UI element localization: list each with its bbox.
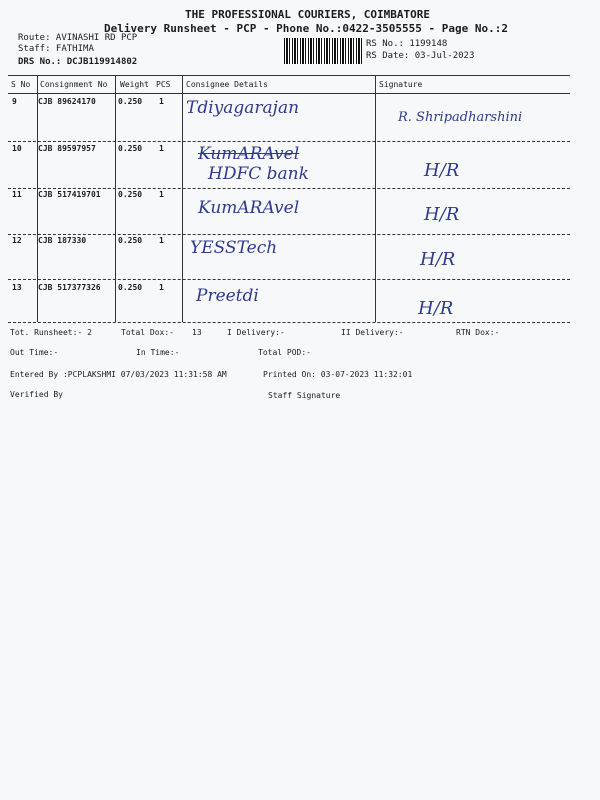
row-consignee-secondary: HDFC bank bbox=[208, 164, 309, 184]
row-weight: 0.250 bbox=[118, 236, 143, 245]
row-consignment: CJB 187330 bbox=[38, 236, 87, 245]
row-consignment: CJB 517377326 bbox=[38, 283, 101, 292]
column-header: Signature bbox=[379, 80, 423, 89]
row-consignment: CJB 89624170 bbox=[38, 97, 96, 106]
row-divider bbox=[8, 188, 570, 189]
table-top-border bbox=[8, 75, 570, 76]
route-label: Route: AVINASHI RD PCP bbox=[18, 33, 138, 43]
row-weight: 0.250 bbox=[118, 190, 143, 199]
total-dox-value: 13 bbox=[192, 328, 202, 337]
staff-signature: Staff Signature bbox=[268, 391, 341, 400]
row-pcs: 1 bbox=[159, 190, 164, 199]
company-name: THE PROFESSIONAL COURIERS, COIMBATORE bbox=[185, 8, 431, 21]
out-time: Out Time:- bbox=[10, 348, 59, 357]
row-weight: 0.250 bbox=[118, 97, 143, 106]
row-divider bbox=[8, 141, 570, 142]
row-signature: H/R bbox=[420, 249, 456, 270]
table-header-border bbox=[8, 93, 570, 94]
row-consignee: Tdiyagarajan bbox=[186, 98, 300, 118]
column-header: PCS bbox=[156, 80, 171, 89]
row-divider bbox=[8, 279, 570, 280]
total-runsheet: Tot. Runsheet:- 2 bbox=[10, 328, 92, 337]
column-header: S No bbox=[11, 80, 31, 89]
barcode bbox=[284, 38, 362, 64]
row-pcs: 1 bbox=[159, 144, 164, 153]
column-header: Consignment No bbox=[40, 80, 108, 89]
in-time: In Time:- bbox=[136, 348, 180, 357]
row-sno: 12 bbox=[12, 236, 22, 245]
total-pod: Total POD:- bbox=[258, 348, 311, 357]
row-consignee: YESSTech bbox=[190, 238, 278, 258]
rs-number: RS No.: 1199148 bbox=[366, 39, 448, 49]
total-dox-label: Total Dox:- bbox=[121, 328, 174, 337]
col-divider bbox=[115, 75, 116, 322]
col-divider bbox=[182, 75, 183, 322]
row-consignee: Preetdi bbox=[196, 286, 259, 306]
row-signature: R. Shripadharshini bbox=[398, 110, 523, 125]
rs-date: RS Date: 03-Jul-2023 bbox=[366, 51, 475, 61]
table-bottom-border bbox=[8, 322, 570, 323]
rtn-dox: RTN Dox:- bbox=[456, 328, 500, 337]
row-consignee: KumARAvel bbox=[198, 144, 300, 164]
row-consignee: KumARAvel bbox=[198, 198, 300, 218]
row-consignment: CJB 89597957 bbox=[38, 144, 96, 153]
ii-delivery: II Delivery:- bbox=[341, 328, 404, 337]
entered-by: Entered By :PCPLAKSHMI 07/03/2023 11:31:58 AM bbox=[10, 370, 227, 379]
column-header: Weight bbox=[120, 80, 149, 89]
row-pcs: 1 bbox=[159, 97, 164, 106]
drs-number: DRS No.: DCJB119914802 bbox=[18, 57, 138, 67]
col-divider bbox=[375, 75, 376, 322]
row-sno: 11 bbox=[12, 190, 22, 199]
runsheet-title: Delivery Runsheet - PCP - Phone No.:0422-3505555 - Page No.:2 bbox=[104, 22, 508, 35]
row-weight: 0.250 bbox=[118, 283, 143, 292]
row-pcs: 1 bbox=[159, 236, 164, 245]
row-sno: 10 bbox=[12, 144, 22, 153]
row-pcs: 1 bbox=[159, 283, 164, 292]
verified-by: Verified By bbox=[10, 390, 63, 399]
row-signature: H/R bbox=[418, 298, 454, 319]
staff-label: Staff: FATHIMA bbox=[18, 44, 94, 54]
row-signature: H/R bbox=[424, 160, 460, 181]
row-sno: 13 bbox=[12, 283, 22, 292]
printed-on: Printed On: 03-07-2023 11:32:01 bbox=[263, 370, 413, 379]
row-divider bbox=[8, 234, 570, 235]
row-weight: 0.250 bbox=[118, 144, 143, 153]
row-signature: H/R bbox=[424, 204, 460, 225]
row-sno: 9 bbox=[12, 97, 17, 106]
column-header: Consignee Details bbox=[186, 80, 268, 89]
row-consignment: CJB 517419701 bbox=[38, 190, 101, 199]
i-delivery: I Delivery:- bbox=[227, 328, 285, 337]
